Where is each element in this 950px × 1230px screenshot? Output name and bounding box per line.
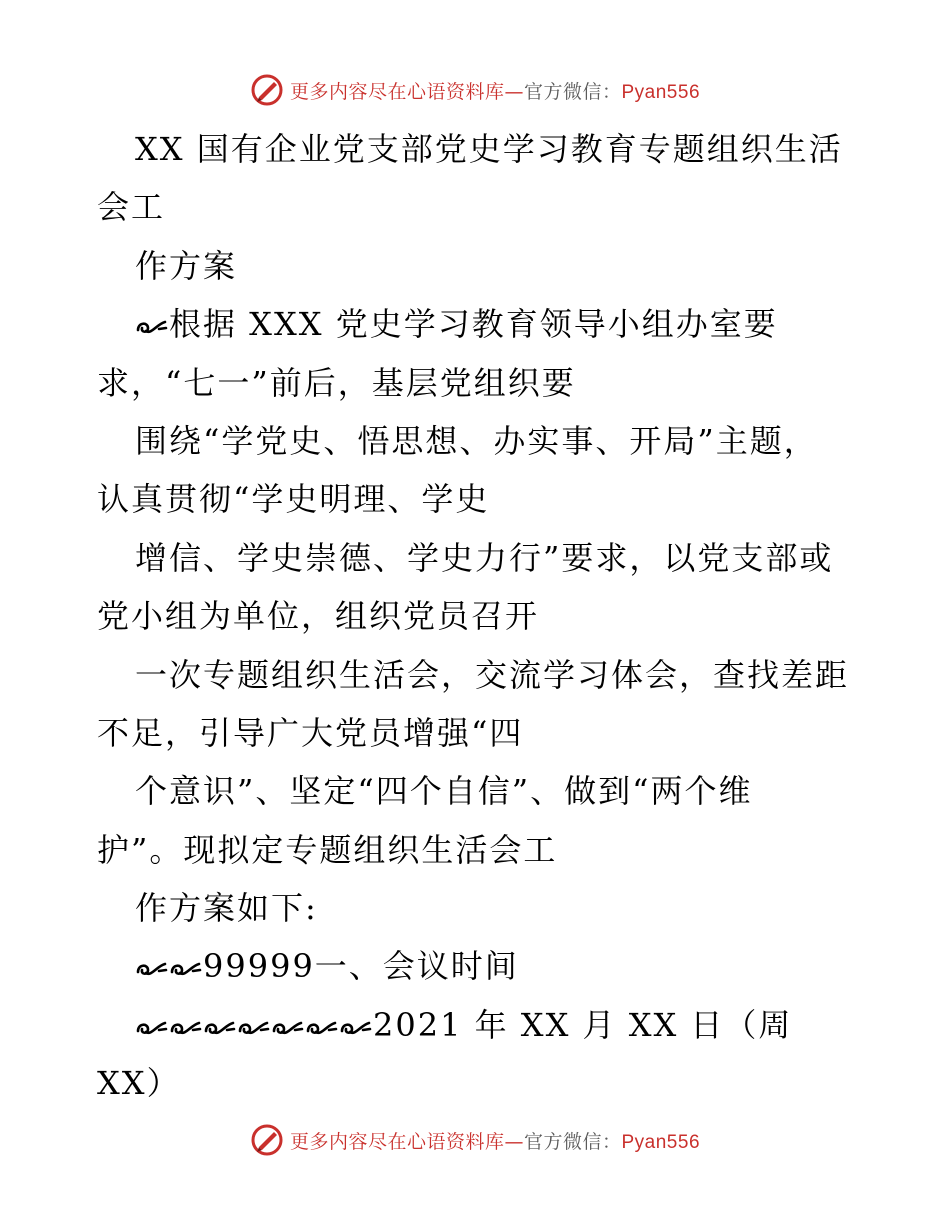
- ornament-symbol-icon: [339, 1017, 373, 1039]
- watermark-label: 官方微信：: [523, 80, 622, 103]
- watermark-group: [250, 73, 700, 107]
- brand-logo-icon: [250, 1123, 284, 1157]
- line-text: 增信、学史崇德、学史力行”要求，以党支部或: [135, 538, 834, 577]
- line-text: 会工: [97, 188, 166, 227]
- line-text: 认真贯彻“学史明理、学史: [97, 480, 490, 519]
- line-text: 不足，引导广大党员增强“四: [97, 713, 524, 752]
- line-text: 作方案如下:: [135, 889, 318, 928]
- line-text: 党小组为单位，组织党员召开: [97, 597, 540, 636]
- line-text: 2021 年 XX 月 XX 日（周: [373, 1005, 793, 1044]
- line-text: XX）: [97, 1064, 181, 1103]
- text-line: [97, 587, 877, 645]
- text-line: [97, 295, 877, 353]
- line-text: 个意识”、坚定“四个自信”、做到“两个维: [135, 772, 753, 811]
- text-line: [97, 996, 877, 1054]
- text-line: [97, 704, 877, 762]
- line-text: 围绕“学党史、悟思想、办实事、开局”主题，: [135, 421, 818, 460]
- watermark-text: [290, 77, 700, 104]
- text-line: [97, 354, 877, 412]
- watermark-dash: —: [504, 80, 524, 103]
- watermark-label: 官方微信：: [523, 1130, 622, 1153]
- line-text: 根据 XXX 党史学习教育领导小组办室要: [169, 305, 778, 344]
- text-line: [97, 879, 877, 937]
- line-text: XX 国有企业党支部党史学习教育专题组织生活: [135, 130, 843, 168]
- ornament-symbol-icon: [135, 316, 169, 338]
- text-line: [97, 470, 877, 528]
- text-line: [97, 178, 877, 236]
- text-line: [97, 762, 877, 820]
- document-body: [97, 120, 877, 1113]
- watermark-wechat-id: Pyan556: [621, 1131, 701, 1153]
- text-line: [97, 821, 877, 879]
- text-line: [97, 937, 877, 995]
- watermark-wechat-id: Pyan556: [621, 81, 701, 103]
- watermark-group: [250, 1123, 700, 1157]
- ornament-symbol-icon: [135, 1017, 169, 1039]
- ornament-symbol-icon: [203, 1017, 237, 1039]
- line-text: 求，“七一”前后，基层党组织要: [97, 363, 576, 402]
- text-line: [97, 1054, 877, 1112]
- line-text: 作方案: [135, 246, 238, 285]
- header-watermark: [0, 72, 950, 108]
- watermark-main: 更多内容尽在心语资料库: [289, 1130, 505, 1153]
- line-text: 一次专题组织生活会，交流学习体会，查找差距: [135, 655, 850, 694]
- text-line: [97, 646, 877, 704]
- ornament-symbol-icon: [305, 1017, 339, 1039]
- line-text: 99999一、会议时间: [203, 947, 519, 986]
- ornament-symbol-icon: [271, 1017, 305, 1039]
- text-line: [97, 412, 877, 470]
- text-line: [97, 529, 877, 587]
- watermark-text: [290, 1127, 700, 1154]
- brand-logo-icon: [250, 73, 284, 107]
- ornament-symbol-icon: [135, 958, 169, 980]
- ornament-symbol-icon: [169, 1017, 203, 1039]
- line-text: 护”。现拟定专题组织生活会工: [97, 830, 558, 869]
- footer-watermark: [0, 1122, 950, 1158]
- ornament-symbol-icon: [169, 958, 203, 980]
- watermark-main: 更多内容尽在心语资料库: [289, 80, 505, 103]
- ornament-symbol-icon: [237, 1017, 271, 1039]
- text-line: [97, 120, 877, 178]
- watermark-dash: —: [504, 1130, 524, 1153]
- text-line: [97, 237, 877, 295]
